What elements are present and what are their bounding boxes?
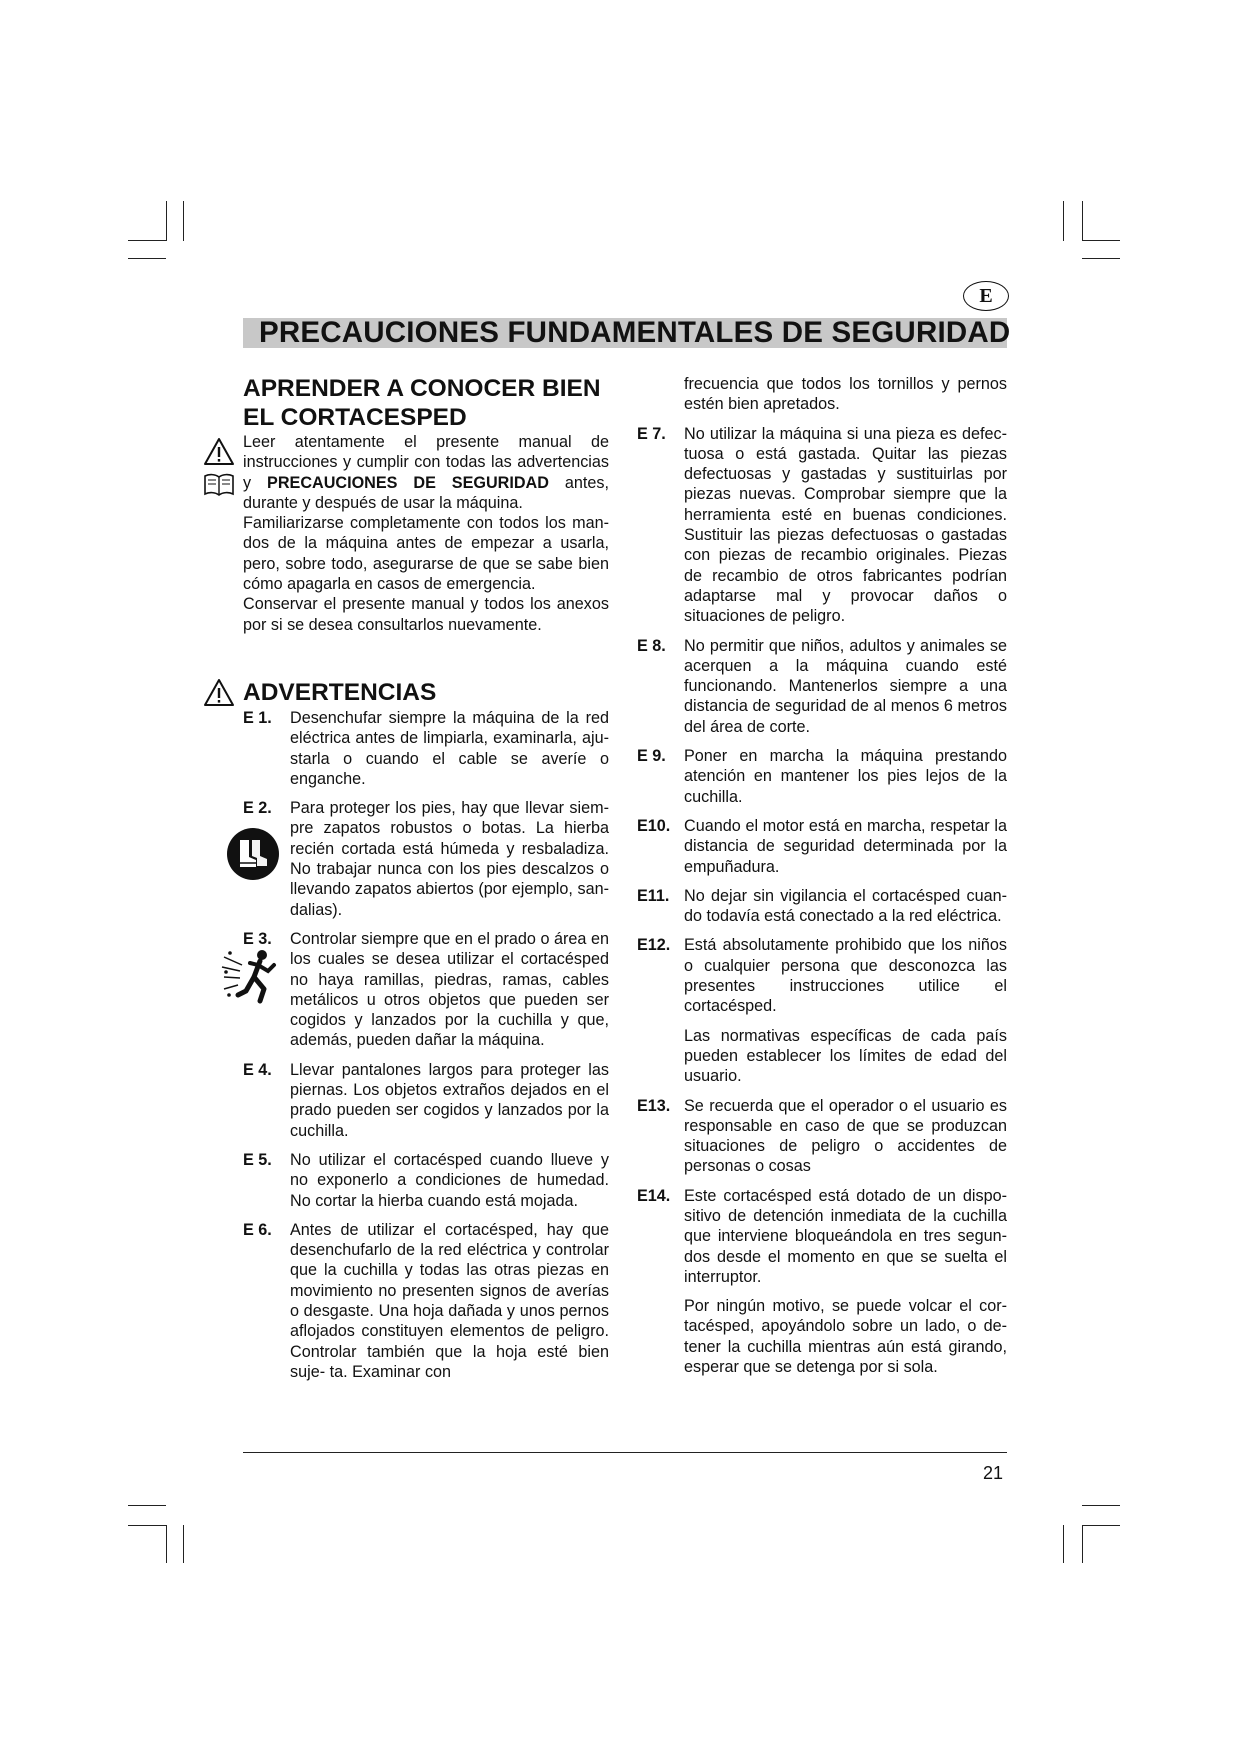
- continuation-item: [637, 374, 1007, 415]
- warning-item: [637, 816, 1007, 877]
- item-text: frecuencia que todos los tornillos y pernos estén bien apretados.: [684, 375, 1007, 414]
- crop-mark: [128, 258, 166, 259]
- paragraph: Conservar el presente manual y todos los anexos por si se desea consultarlos nuevamente.: [243, 595, 609, 634]
- warning-item: [243, 798, 609, 920]
- warning-item: [243, 929, 609, 1051]
- warning-item: [637, 935, 1007, 1016]
- item-text: No permitir que niños, adultos y animales se acerquen a la máquina cuando esté funcionando. Mantenerlos siempre a una distancia de seguridad de al menos 6 metros del área de corte.: [684, 636, 1007, 736]
- crop-mark: [1082, 240, 1120, 241]
- item-number: E 5.: [243, 1150, 272, 1169]
- section-heading: ADVERTENCIAS: [243, 679, 437, 706]
- warning-triangle-icon: [203, 437, 235, 466]
- item-text: Antes de utilizar el cortacésped, hay que desenchufarlo de la red eléctrica y controlar que la cuchilla y todas las otras piezas en movimiento no presenten signos de averías o desgaste. Una hoja dañada y unos pernos aflojados constituyen elementos de peligro. Controlar también que la hoja esté bien suje- ta. Examinar con: [290, 1220, 609, 1381]
- item-number: E 1.: [243, 709, 272, 727]
- crop-mark: [183, 201, 184, 241]
- item-text: Desenchufar siempre la máquina de la red eléctrica antes de limpiarla, examinarla, ajustarla o cuando el cable se averíe o enganche.: [290, 709, 609, 788]
- item-number: E 4.: [243, 1060, 272, 1079]
- language-badge: E: [963, 281, 1009, 311]
- crop-mark: [1082, 1525, 1083, 1563]
- item-text: Las normativas específicas de cada país pueden establecer los límites de edad del usuario.: [684, 1026, 1007, 1086]
- item-number: E 8.: [637, 636, 666, 655]
- item-number: E10.: [637, 816, 671, 835]
- warning-item: [243, 1060, 609, 1141]
- item-text: Cuando el motor está en marcha, respetar la distancia de seguridad determinada por la empuñadura.: [684, 816, 1007, 876]
- paragraph-text: antes, durante y después de usar la máquina.: [243, 473, 609, 512]
- warning-item: [637, 1096, 1007, 1177]
- paragraph-text: Leer atentamente el presente manual de instrucciones y cumplir con todas las advertencias y: [243, 433, 609, 492]
- page-number: 21: [983, 1463, 1004, 1483]
- warning-item: [637, 746, 1007, 807]
- item-number: E 3.: [243, 929, 272, 948]
- item-number: E13.: [637, 1096, 671, 1115]
- emphasis-text: PRECAUCIONES DE SEGURIDAD: [267, 473, 549, 492]
- item-number: E 2.: [243, 799, 272, 818]
- right-column: [637, 374, 1007, 1377]
- section-learn: [243, 374, 609, 635]
- warning-item: [637, 1026, 1007, 1087]
- warning-item: [243, 708, 609, 789]
- crop-mark: [1063, 1525, 1064, 1563]
- item-text: Este cortacésped está dotado de un dispositivo de detención inmediata de la cuchilla que interviene bloqueándola en tres segundos desde el momento en que se suelta el interruptor.: [684, 1186, 1007, 1286]
- warning-item: [637, 636, 1007, 737]
- crop-mark: [183, 1525, 184, 1563]
- warning-item: [637, 1296, 1007, 1377]
- paragraph: Familiarizarse completamente con todos los mandos de la máquina antes de empezar a usarla, pero, sobre todo, asegurarse de que se sabe bien cómo apagarla en casos de emergencia.: [243, 514, 609, 594]
- crop-mark: [128, 240, 166, 241]
- section-heading: APRENDER A CONOCER BIEN: [243, 375, 601, 402]
- item-text: Está absolutamente prohibido que los niños o cualquier persona que desconozca las presentes instrucciones utilice el cortacésped.: [684, 936, 1007, 1016]
- item-number: E 6.: [243, 1220, 272, 1239]
- item-text: No utilizar el cortacésped cuando llueve y no exponerlo a condiciones de humedad. No cortar la hierba cuando está mojada.: [290, 1150, 609, 1210]
- item-number: E11.: [637, 886, 670, 905]
- item-number: E 9.: [637, 747, 666, 766]
- warning-item: [637, 1186, 1007, 1287]
- crop-mark: [1082, 201, 1083, 241]
- item-text: Llevar pantalones largos para proteger las piernas. Los objetos extraños dejados en el prado pueden ser cogidos y lanzados por la cuchilla.: [290, 1060, 609, 1140]
- item-text: No utilizar la máquina si una pieza es defectuosa o está gastada. Quitar las piezas defectuosas y gastadas y sustituirlas por piezas nuevas. Comprobar siempre que la herramienta esté en buenas condiciones. Sustituir las piezas defectuosas o gastadas con piezas de recambio originales. Piezas de recambio de otros fabricantes podrían adaptarse mal y provocar daños o situaciones de peligro.: [684, 424, 1007, 626]
- manual-book-icon: [203, 472, 235, 498]
- crop-mark: [1082, 1505, 1120, 1506]
- warning-item: [637, 886, 1007, 927]
- crop-mark: [166, 201, 167, 241]
- page-title: PRECAUCIONES FUNDAMENTALES DE SEGURIDAD: [259, 316, 1011, 349]
- item-text: Se recuerda que el operador o el usuario es responsable en caso de que se produzcan situaciones de peligro o accidentes de personas o cosas: [684, 1096, 1007, 1176]
- item-number: E12.: [637, 936, 671, 955]
- footer-rule: [243, 1452, 1007, 1453]
- warning-item: [243, 1150, 609, 1211]
- warning-item: [243, 1220, 609, 1382]
- section-heading: EL CORTACESPED: [243, 404, 467, 431]
- warning-item: [637, 424, 1007, 627]
- paragraph: [243, 432, 609, 513]
- crop-mark: [166, 1525, 167, 1563]
- crop-mark: [1082, 1525, 1120, 1526]
- crop-mark: [128, 1505, 166, 1506]
- item-text: Poner en marcha la máquina prestando atención en mantener los pies lejos de la cuchilla.: [684, 747, 1007, 806]
- item-number: E14.: [637, 1186, 671, 1205]
- section-warnings: [243, 678, 609, 1382]
- crop-mark: [1082, 258, 1120, 259]
- item-text: Para proteger los pies, hay que llevar siempre zapatos robustos o botas. La hierba recién cortada está húmeda y resbaladiza. No trabajar nunca con los pies descalzos o llevando zapatos abiertos (por ejemplo, sandalias).: [290, 799, 609, 919]
- item-text: Controlar siempre que en el prado o área en los cuales se desea utilizar el cortacésped no haya ramillas, piedras, ramas, cables metálicos u otros objetos que pueden ser cogidos y lanzados por la cuchilla y que, además, pueden dañar la máquina.: [290, 929, 609, 1050]
- warning-triangle-icon: [203, 678, 235, 707]
- item-text: No dejar sin vigilancia el cortacésped cuando todavía está conectado a la red eléctrica.: [684, 886, 1007, 926]
- crop-mark: [1063, 201, 1064, 241]
- crop-mark: [128, 1525, 166, 1526]
- item-number: E 7.: [637, 424, 666, 443]
- item-text: Por ningún motivo, se puede volcar el cortacésped, apoyándolo sobre un lado, o detener la cuchilla mientras aún está girando, esperar que se detenga por si sola.: [684, 1297, 1007, 1377]
